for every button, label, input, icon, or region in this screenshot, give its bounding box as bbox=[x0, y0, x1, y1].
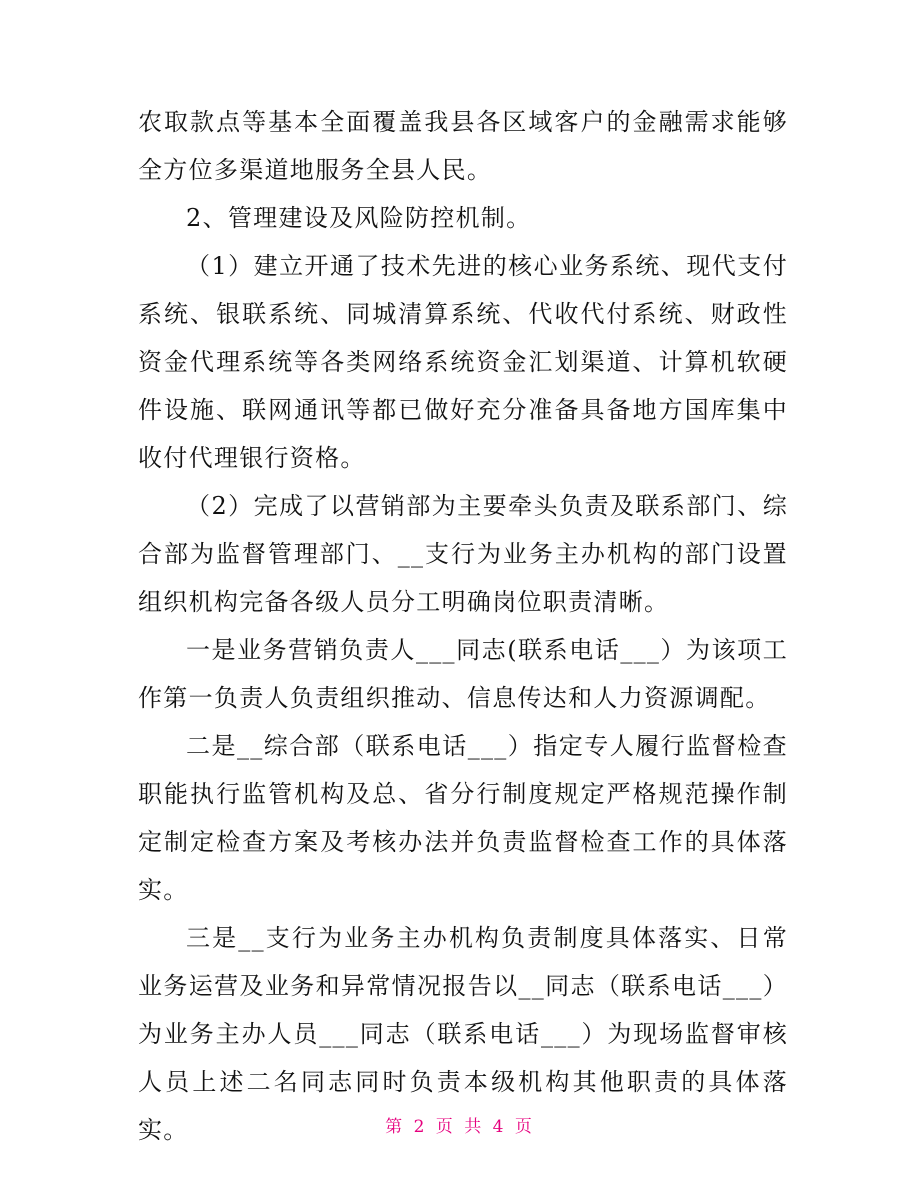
paragraph-point-3: 三是__支行为业务主办机构负责制度具体落实、日常业务运营及业务和异常情况报告以__同志（联系电话___）为业务主办人员___同志（联系电话___）为现场监督审核人员上述二名同志同时负责本级机构其他职责的具体落实。 bbox=[138, 924, 788, 1144]
paragraph-section-heading: 2、管理建设及风险防控机制。 bbox=[186, 204, 532, 232]
paragraph-item-1: （1）建立开通了技术先进的核心业务系统、现代支付系统、银联系统、同城清算系统、代收代付系统、财政性资金代理系统等各类网络系统资金汇划渠道、计算机软硬件设施、联网通讯等都已做好充分准备具备地方国库集中收付代理银行资格。 bbox=[138, 252, 788, 472]
document-body bbox=[138, 98, 788, 1154]
page-number-footer: 第 2 页 共 4 页 bbox=[385, 1117, 535, 1137]
paragraph-point-1: 一是业务营销负责人___同志(联系电话___）为该项工作第一负责人负责组织推动、信息传达和人力资源调配。 bbox=[138, 636, 788, 712]
paragraph-continuation: 农取款点等基本全面覆盖我县各区域客户的金融需求能够全方位多渠道地服务全县人民。 bbox=[138, 108, 788, 184]
paragraph-item-2: （2）完成了以营销部为主要牵头负责及联系部门、综合部为监督管理部门、__支行为业务主办机构的部门设置组织机构完备各级人员分工明确岗位职责清晰。 bbox=[138, 492, 788, 616]
paragraph-point-2: 二是__综合部（联系电话___）指定专人履行监督检查职能执行监管机构及总、省分行制度规定严格规范操作制定制定检查方案及考核办法并负责监督检查工作的具体落实。 bbox=[138, 732, 788, 904]
